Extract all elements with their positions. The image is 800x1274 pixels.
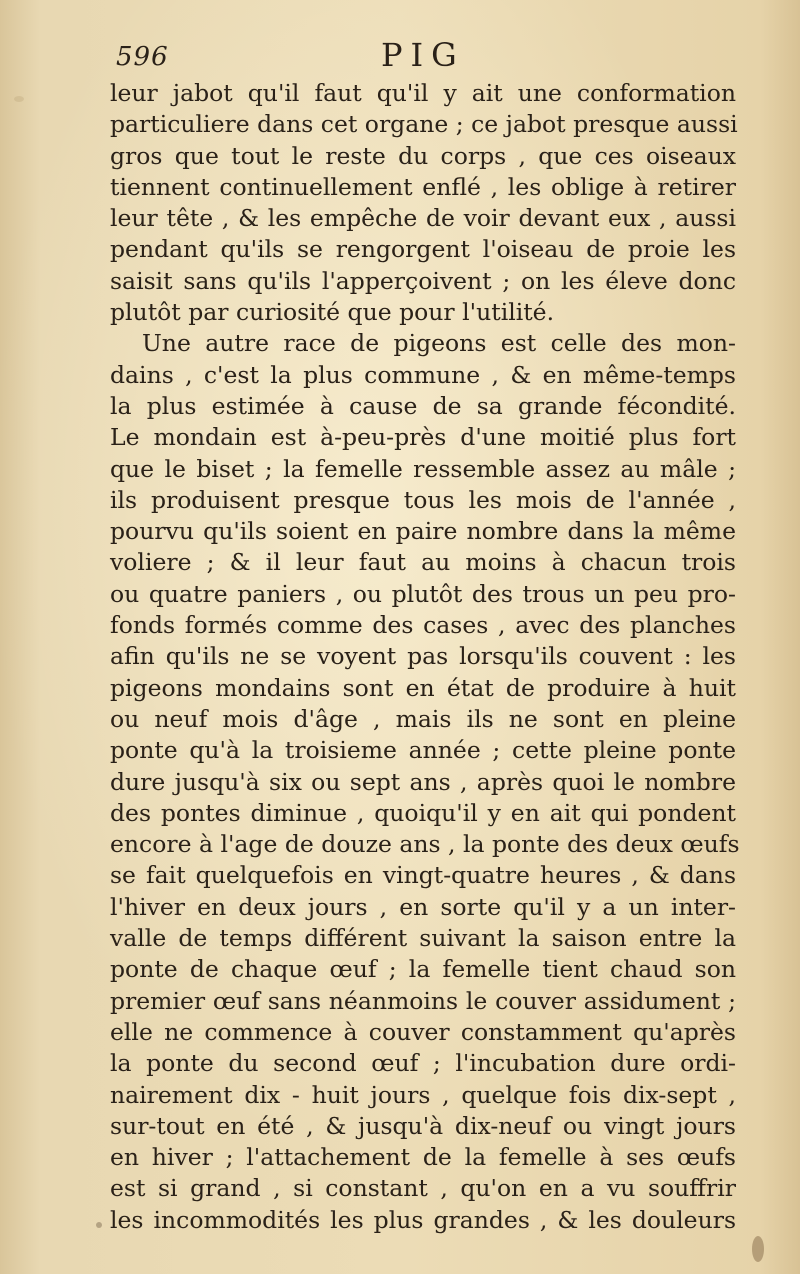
text-line: que le biset ; la femelle ressemble assez au mâle ; xyxy=(110,454,736,483)
text-line: la plus estimée à cause de sa grande fécondité. xyxy=(110,391,736,420)
text-line: les incommodités les plus grandes , & les douleurs xyxy=(110,1205,736,1234)
text-line: sur-tout en été , & jusqu'à dix-neuf ou vingt jours xyxy=(110,1111,736,1140)
body-text xyxy=(110,78,740,1236)
page-header xyxy=(116,36,736,76)
text-line: nairement dix - huit jours , quelque fois dix-sept , xyxy=(110,1080,736,1109)
text-line: ou quatre paniers , ou plutôt des trous un peu pro- xyxy=(110,579,736,608)
text-line: ou neuf mois d'âge , mais ils ne sont en pleine xyxy=(110,704,736,733)
paper-spot xyxy=(752,1236,764,1262)
text-line: se fait quelquefois en vingt-quatre heures , & dans xyxy=(110,861,736,890)
text-line: premier œuf sans néanmoins le couver assidument ; xyxy=(110,986,736,1015)
text-line: particuliere dans cet organe ; ce jabot presque aussi xyxy=(110,110,738,139)
text-line: Le mondain est à-peu-près d'une moitié plus fort xyxy=(110,423,736,452)
text-line: encore à l'age de douze ans , la ponte des deux œufs xyxy=(110,830,740,859)
text-line: dains , c'est la plus commune , & en même-temps xyxy=(110,360,736,389)
text-line: ils produisent presque tous les mois de l'année , xyxy=(110,485,736,514)
paper-spot xyxy=(96,1222,102,1228)
text-line: est si grand , si constant , qu'on en a vu souffrir xyxy=(110,1174,736,1203)
text-line: dure jusqu'à six ou sept ans , après quoi le nombre xyxy=(110,767,736,796)
text-line: Une autre race de pigeons est celle des mon- xyxy=(142,329,736,358)
text-line: elle ne commence à couver constamment qu'après xyxy=(110,1017,736,1046)
text-line: pigeons mondains sont en état de produire à huit xyxy=(110,673,736,702)
text-line: afin qu'ils ne se voyent pas lorsqu'ils couvent : les xyxy=(110,642,736,671)
paper-spot xyxy=(14,96,24,102)
text-line: ponte qu'à la troisieme année ; cette pleine ponte xyxy=(110,736,736,765)
page-number: 596 xyxy=(116,42,169,72)
text-line: l'hiver en deux jours , en sorte qu'il y a un inter- xyxy=(110,892,736,921)
text-line: saisit sans qu'ils l'apperçoivent ; on les éleve donc xyxy=(110,266,736,295)
text-line: tiennent continuellement enflé , les oblige à retirer xyxy=(110,172,736,201)
text-line: des pontes diminue , quoiqu'il y en ait qui pondent xyxy=(110,798,736,827)
text-line: en hiver ; l'attachement de la femelle à ses œufs xyxy=(110,1143,736,1172)
text-line: plutôt par curiosité que pour l'utilité. xyxy=(110,298,555,327)
text-line: fonds formés comme des cases , avec des planches xyxy=(110,611,736,640)
text-line: gros que tout le reste du corps , que ces oiseaux xyxy=(110,141,736,170)
text-line: pendant qu'ils se rengorgent l'oiseau de proie les xyxy=(110,235,736,264)
text-line: leur jabot qu'il faut qu'il y ait une conformation xyxy=(110,79,736,107)
text-line: leur tête , & les empêche de voir devant eux , aussi xyxy=(110,204,736,233)
text-line: voliere ; & il leur faut au moins à chacun trois xyxy=(110,548,736,577)
text-line: la ponte du second œuf ; l'incubation dure ordi- xyxy=(110,1049,736,1078)
text-line: pourvu qu'ils soient en paire nombre dans la même xyxy=(110,517,736,546)
running-head: PIG xyxy=(381,36,465,74)
text-line: ponte de chaque œuf ; la femelle tient chaud son xyxy=(110,955,736,984)
text-line: valle de temps différent suivant la saison entre la xyxy=(110,924,736,953)
